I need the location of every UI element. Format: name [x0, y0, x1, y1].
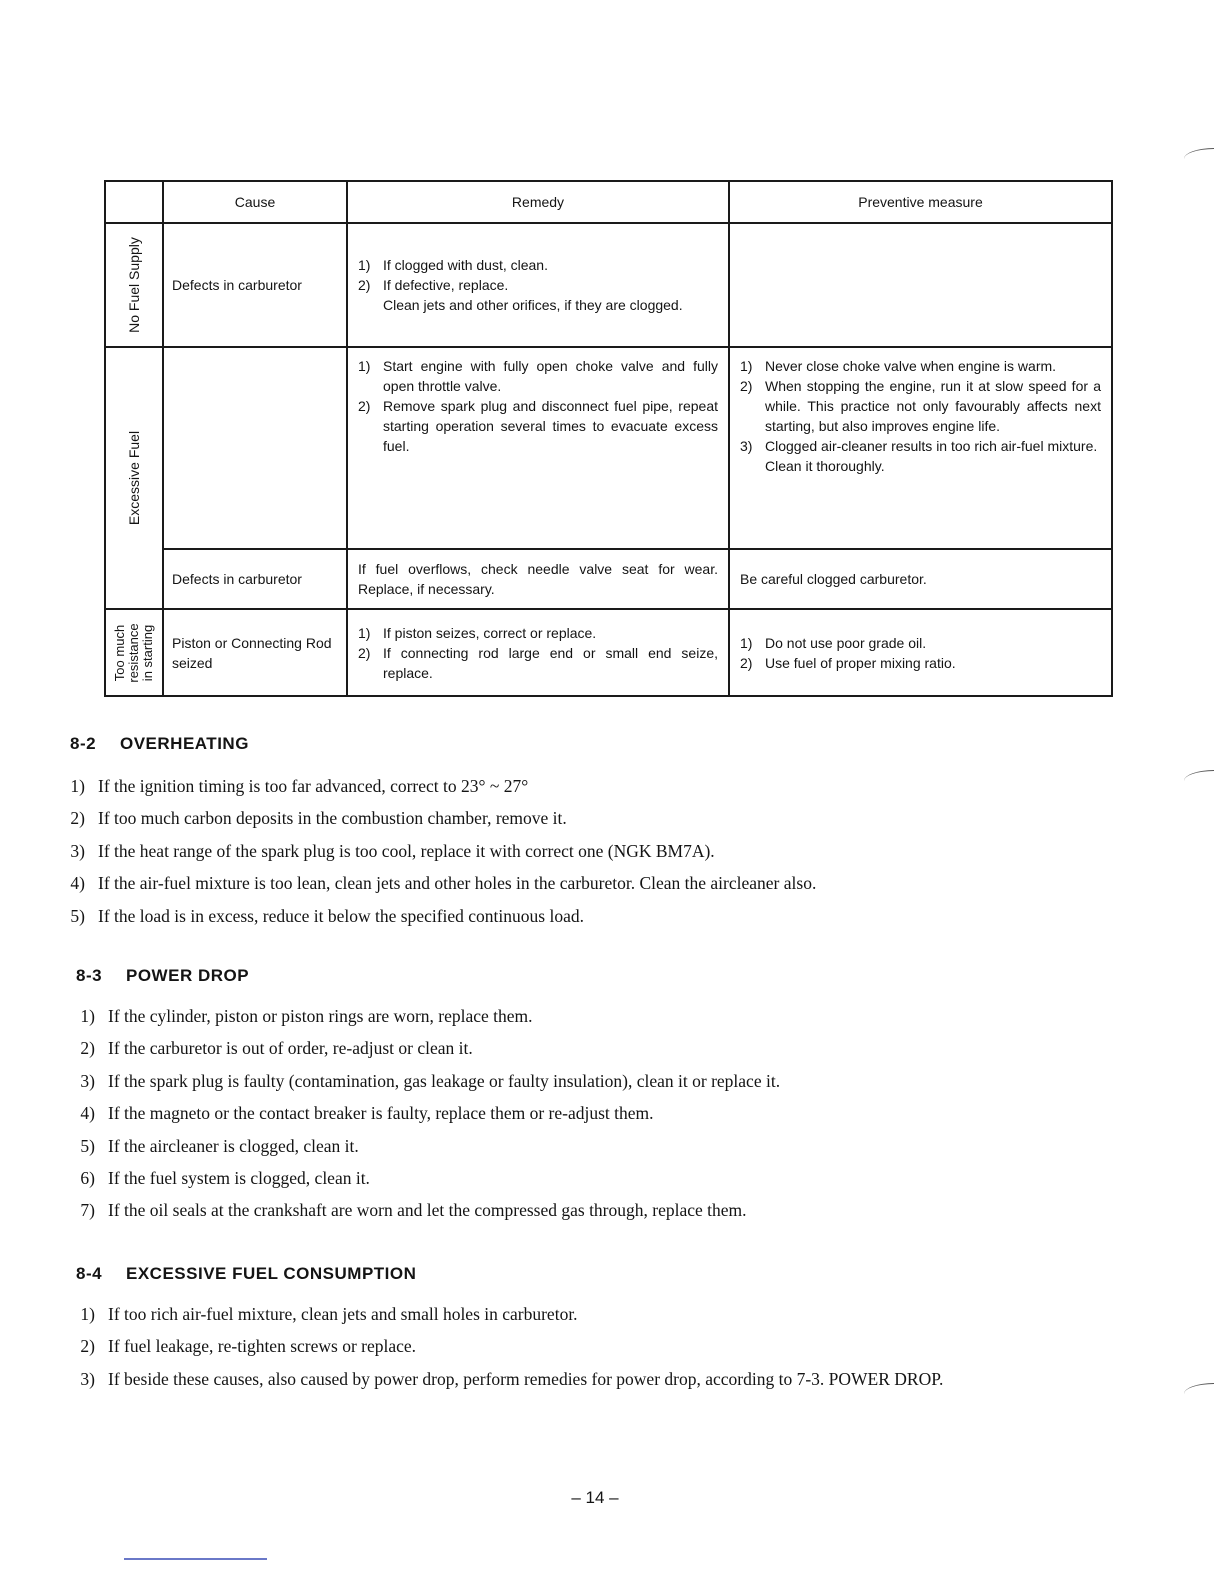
list-item: [58, 1162, 1058, 1194]
fuel-consumption-list: [58, 1298, 1132, 1395]
list-item: [58, 1065, 1058, 1097]
table-row: [105, 347, 1112, 549]
remedy-cell: [347, 609, 729, 696]
item-number: 3): [70, 840, 85, 861]
list-item: [48, 835, 1048, 867]
remedy-cell: [347, 549, 729, 609]
list-item: [48, 802, 1048, 834]
list-item: [58, 1298, 1132, 1330]
item-text: If piston seizes, correct or replace.: [383, 624, 597, 641]
list-item: [358, 255, 718, 275]
item-number: 4): [70, 873, 85, 894]
item-number: [358, 295, 383, 315]
list-item: [48, 867, 1048, 899]
item-text: Start engine with fully open choke valve and fully open throttle valve.: [383, 358, 718, 394]
list-item: [358, 275, 718, 295]
item-text: If the load is in excess, reduce it below the specified continuous load.: [98, 905, 584, 926]
item-text: Do not use poor grade oil.: [765, 634, 927, 651]
section-title: OVERHEATING: [120, 734, 249, 753]
list-item: [58, 1032, 1058, 1064]
remedy-list: [348, 615, 728, 691]
cause-cell: Piston or Connecting Rod seized: [163, 609, 347, 696]
list-item: [740, 633, 1101, 653]
group-resistance: [105, 609, 163, 696]
item-number: 5): [70, 905, 85, 926]
remedy-cell: [347, 347, 729, 549]
item-text: If the cylinder, piston or piston rings are worn, replace them.: [108, 1006, 533, 1026]
item-text: If the oil seals at the crankshaft are worn and let the compressed gas through, replace them.: [108, 1200, 747, 1221]
section-heading-overheating: [70, 734, 249, 754]
item-number: 1): [70, 776, 85, 796]
group-label-line: in starting: [140, 624, 155, 681]
edge-mark: [1184, 770, 1214, 781]
item-text: Remove spark plug and disconnect fuel pipe, repeat starting operation several times to evacuate excess fuel.: [383, 398, 718, 454]
list-item: [740, 376, 1101, 436]
preventive-cell: [729, 609, 1112, 696]
item-text: If the fuel system is clogged, clean it.: [108, 1167, 370, 1188]
preventive-list: [730, 625, 1111, 681]
preventive-cell: [729, 549, 1112, 609]
item-number: 1): [740, 358, 753, 374]
item-text: Clogged air-cleaner results in too rich air-fuel mixture.: [765, 438, 1098, 454]
item-number: 1): [358, 257, 371, 273]
list-item: [740, 456, 1101, 476]
item-number: 6): [80, 1167, 95, 1188]
item-number: 7): [80, 1200, 95, 1221]
remedy-list: [348, 348, 728, 464]
header-preventive: Preventive measure: [729, 181, 1112, 223]
item-text: If the spark plug is faulty (contamination, gas leakage or faulty insulation), clean it or replace it.: [108, 1070, 781, 1091]
cause-cell: Defects in carburetor: [163, 223, 347, 347]
list-item: [358, 623, 718, 643]
section-number: 8-4: [76, 1264, 103, 1283]
overheating-list: [48, 770, 1048, 932]
table-row: [105, 549, 1112, 609]
item-text: If clogged with dust, clean.: [383, 257, 548, 273]
item-text: If the ignition timing is too far advanced, correct to 23° ~ 27°: [98, 776, 529, 796]
list-item: [740, 653, 1101, 673]
item-text: Use fuel of proper mixing ratio.: [765, 654, 956, 671]
table-row: [105, 223, 1112, 347]
edge-mark: [1184, 148, 1214, 159]
item-number: 3): [80, 1368, 95, 1389]
item-number: 1): [740, 634, 753, 651]
list-item: [740, 356, 1101, 376]
remedy-cell: [347, 223, 729, 347]
item-text: If the heat range of the spark plug is too cool, replace it with correct one (NGK BM7A).: [98, 840, 715, 861]
group-label-line: Too much: [112, 624, 127, 681]
item-number: 3): [740, 438, 753, 454]
page-number: – 14 –: [571, 1488, 619, 1507]
header-blank: [105, 181, 163, 223]
item-text: Clean jets and other orifices, if they are clogged.: [383, 297, 683, 313]
group-excessive-fuel: [105, 347, 163, 609]
remedy-list: [348, 247, 728, 323]
preventive-cell: [729, 223, 1112, 347]
item-text: If too much carbon deposits in the combustion chamber, remove it.: [98, 808, 567, 829]
group-label-line: resistance: [126, 622, 141, 683]
power-drop-list: [58, 1000, 1058, 1227]
list-item: [58, 1194, 1058, 1226]
group-no-fuel: [105, 223, 163, 347]
item-number: 1): [80, 1304, 95, 1324]
preventive-cell: [729, 347, 1112, 549]
group-label: Excessive Fuel: [126, 430, 142, 526]
item-number: 2): [80, 1336, 95, 1357]
item-text: If the air-fuel mixture is too lean, clean jets and other holes in the carburetor. Clean the aircleaner also.: [98, 873, 817, 894]
item-text: Clean it thoroughly.: [765, 458, 885, 474]
remedy-text: If fuel overflows, check needle valve seat for wear. Replace, if necessary.: [358, 561, 718, 597]
troubleshooting-table: [104, 180, 1113, 697]
section-heading-power-drop: [76, 966, 249, 986]
header-cause: Cause: [163, 181, 347, 223]
section-title: POWER DROP: [126, 966, 250, 985]
item-number: 2): [358, 277, 371, 293]
group-label: [113, 623, 155, 682]
item-number: [740, 456, 765, 476]
edge-mark: [1184, 1383, 1214, 1394]
item-number: 4): [80, 1103, 95, 1124]
item-text: If fuel leakage, re-tighten screws or replace.: [108, 1336, 417, 1357]
item-text: If beside these causes, also caused by power drop, perform remedies for power drop, according to 7-3. POWER DROP.: [108, 1368, 944, 1389]
table-header-row: [105, 181, 1112, 223]
list-item: [740, 436, 1101, 456]
item-text: If the aircleaner is clogged, clean it.: [108, 1135, 359, 1156]
list-item: [58, 1097, 1058, 1129]
section-title: EXCESSIVE FUEL CONSUMPTION: [126, 1264, 417, 1283]
item-text: Never close choke valve when engine is warm.: [765, 358, 1057, 374]
item-text: When stopping the engine, run it at slow speed for a while. This practice not only favourably affects next starting, but also improves engine life.: [765, 378, 1101, 434]
item-number: 2): [80, 1038, 95, 1059]
item-text: If connecting rod large end or small end seize, replace.: [383, 644, 718, 681]
item-text: If the magneto or the contact breaker is faulty, replace them or re-adjust them.: [108, 1103, 654, 1124]
list-item: [358, 396, 718, 456]
item-text: If defective, replace.: [383, 277, 509, 293]
header-remedy: Remedy: [347, 181, 729, 223]
group-label: No Fuel Supply: [126, 237, 142, 333]
cause-cell: Defects in carburetor: [163, 549, 347, 609]
item-number: 1): [358, 358, 371, 374]
item-number: 1): [358, 624, 371, 641]
table-row: [105, 609, 1112, 696]
section-number: 8-3: [76, 966, 103, 985]
list-item: [358, 643, 718, 683]
item-number: 1): [80, 1006, 95, 1026]
item-text: If the carburetor is out of order, re-adjust or clean it.: [108, 1038, 473, 1059]
item-number: 3): [80, 1070, 95, 1091]
list-item: [58, 1363, 1132, 1395]
bottom-rule: [124, 1558, 267, 1560]
list-item: [48, 900, 1048, 932]
list-item: [48, 770, 1048, 802]
section-number: 8-2: [70, 734, 97, 753]
preventive-text: Be careful clogged carburetor.: [740, 571, 927, 587]
item-text: If too rich air-fuel mixture, clean jets and small holes in carburetor.: [108, 1304, 578, 1324]
item-number: 5): [80, 1135, 95, 1156]
list-item: [358, 295, 718, 315]
preventive-list: [730, 348, 1111, 484]
item-number: 2): [70, 808, 85, 829]
list-item: [358, 356, 718, 396]
list-item: [58, 1130, 1058, 1162]
list-item: [58, 1330, 1132, 1362]
item-number: 2): [358, 398, 371, 414]
item-number: 2): [358, 644, 371, 661]
section-heading-fuel-consumption: [76, 1264, 416, 1284]
cause-cell: [163, 347, 347, 549]
list-item: [58, 1000, 1058, 1032]
item-number: 2): [740, 654, 753, 671]
item-number: 2): [740, 378, 753, 394]
